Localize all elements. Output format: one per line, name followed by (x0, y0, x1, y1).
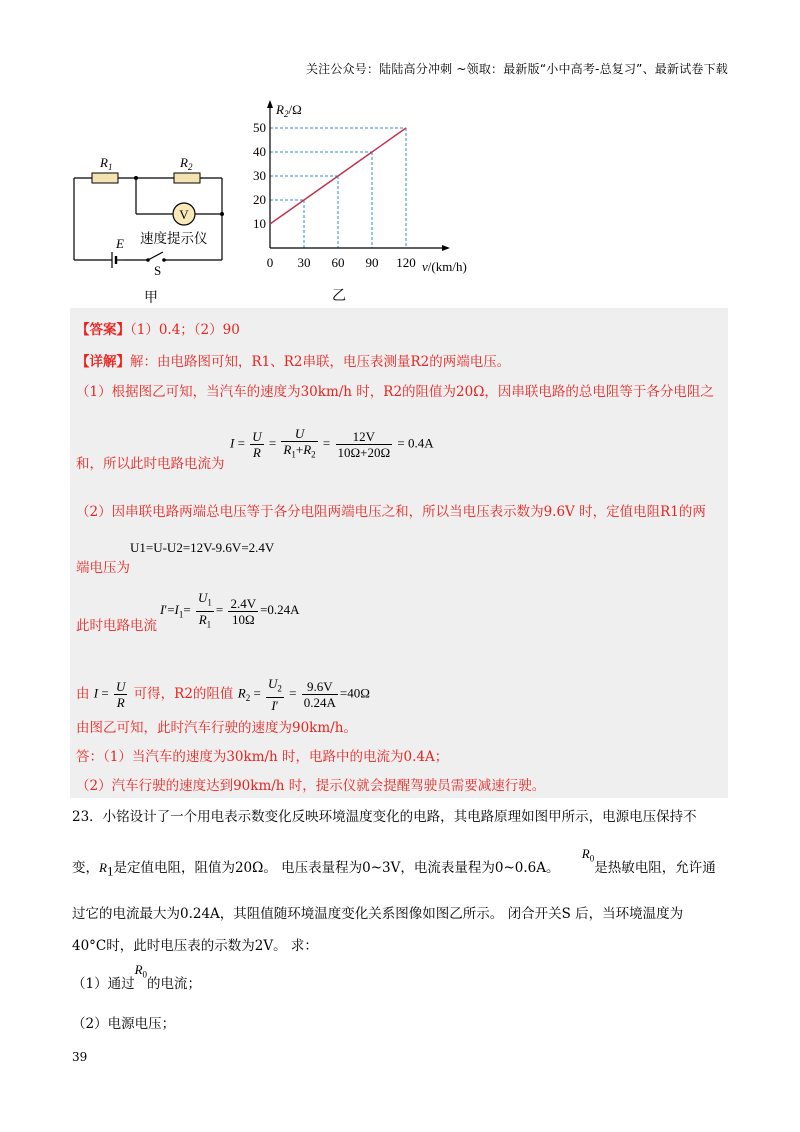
chart-x-tick-label: 0 (266, 255, 274, 270)
question-line-1: 23．小铭设计了一个用电表示数变化反映环境温度变化的电路，其电路原理如图甲所示，电源电压保持不 (72, 809, 697, 825)
chart-caption: 乙 (332, 288, 346, 304)
answer-text: （1）0.4；（2）90 (130, 322, 240, 338)
detail-p7: （2）汽车行驶的速度达到90km/h 时，提示仪就会提醒驾驶员需要减速行驶。 (76, 778, 546, 794)
detail-p1: （1）根据图乙可知，当汽车的速度为30km/h 时，R2的阻值为20Ω，因串联电路的总电阻等于各分电阻之 (76, 384, 714, 400)
detail-label: 【详解】 (76, 354, 130, 370)
svg-text:R2: $R_2$ (180, 155, 193, 172)
question-line-2: 变，$R_1$是定值电阻，阻值为20Ω。 电压表量程为0~3V，电流表量程为0~0.6A。 $R_0$是热敏电阻，允许通 (72, 846, 716, 879)
detail-p4: 由 I = $\frac{U}{R}$ 可得，R2的阻值 $R_2$ = $\frac{U_2}{I'}$ = $\frac{9.6V}{0.24A}$ =40Ω (76, 676, 370, 713)
question-line-4: 40°C时，此时电压表的示数为2V。 求： (72, 938, 318, 954)
chart-x-tick-label: 30 (297, 255, 311, 270)
page-header: 关注公众号：陆陆高分冲刺 ~领取：最新版“小中高考-总复习”、最新试卷下载 (305, 62, 728, 76)
answer-label: 【答案】 (76, 322, 130, 338)
detail-p3: 此时电路电流 (76, 618, 157, 634)
chart-x-axis-label: v/(km/h) (422, 259, 467, 274)
detail-intro-text: 解：由电路图可知，R1、R2串联，电压表测量R2的两端电压。 (130, 354, 511, 370)
detail-p5: 由图乙可知，此时汽车行驶的速度为90km/h。 (76, 720, 357, 736)
chart-x-tick-label: 60 (331, 255, 345, 270)
question-sub-1: （1）通过$R_0$的电流； (72, 962, 202, 992)
chart-resistance-vs-speed (250, 98, 490, 308)
svg-text:E: E (116, 236, 124, 251)
equation-current-2: $I'=I_1=$ $\frac{U_1}{R_1}$ = $\frac{2.4V}{10\Omega}$ =0.24A (160, 590, 300, 630)
page-number: 39 (72, 1050, 88, 1064)
detail-intro (76, 350, 510, 370)
question-sub-2: （2）电源电压； (72, 1016, 176, 1032)
chart-y-tick-label: 40 (253, 144, 266, 159)
chart-y-arrow (267, 100, 273, 108)
detail-p1b: 和，所以此时电路电流为 (76, 456, 225, 472)
chart-x-arrow (442, 245, 450, 251)
chart-y-tick-label: 30 (253, 168, 266, 183)
resistor-r2 (174, 173, 200, 183)
question-line-3: 过它的电流最大为0.24A，其阻值随环境温度变化关系图像如图乙所示。 闭合开关S 后，当环境温度为 (72, 906, 684, 922)
svg-text:甲: 甲 (144, 290, 158, 306)
detail-p6: 答：（1）当汽车的速度为30km/h 时，电路中的电流为0.4A； (76, 749, 449, 765)
answer-line (76, 318, 240, 338)
svg-text:速度提示仪: 速度提示仪 (140, 231, 208, 247)
resistor-r1 (92, 173, 118, 183)
svg-text:S: S (154, 263, 162, 278)
chart-y-tick-label: 50 (253, 120, 266, 135)
chart-y-tick-label: 20 (253, 192, 266, 207)
chart-y-tick-label: 10 (253, 216, 266, 231)
chart-x-tick-label: 120 (396, 255, 416, 270)
detail-p2b: 端电压为 (76, 560, 130, 576)
equation-current: I = $\frac{U}{R}$ = $\frac{U}{R_1+R_2}$ = $\frac{12V}{10\Omega+20\Omega}$ = 0.4A (230, 426, 434, 460)
chart-x-tick-label: 90 (365, 255, 379, 270)
circuit-diagram-jia (60, 150, 240, 310)
svg-text:V: V (179, 207, 189, 222)
detail-p2: （2）因串联电路两端总电压等于各分电阻两端电压之和，所以当电压表示数为9.6V 时，定值电阻R1的两 (76, 504, 706, 520)
chart-y-axis-label: $R_2/\Omega$ (276, 102, 302, 119)
svg-text:R1: $R_1$ (100, 155, 113, 172)
equation-voltage: U1=U-U2=12V-9.6V=2.4V (130, 540, 275, 555)
